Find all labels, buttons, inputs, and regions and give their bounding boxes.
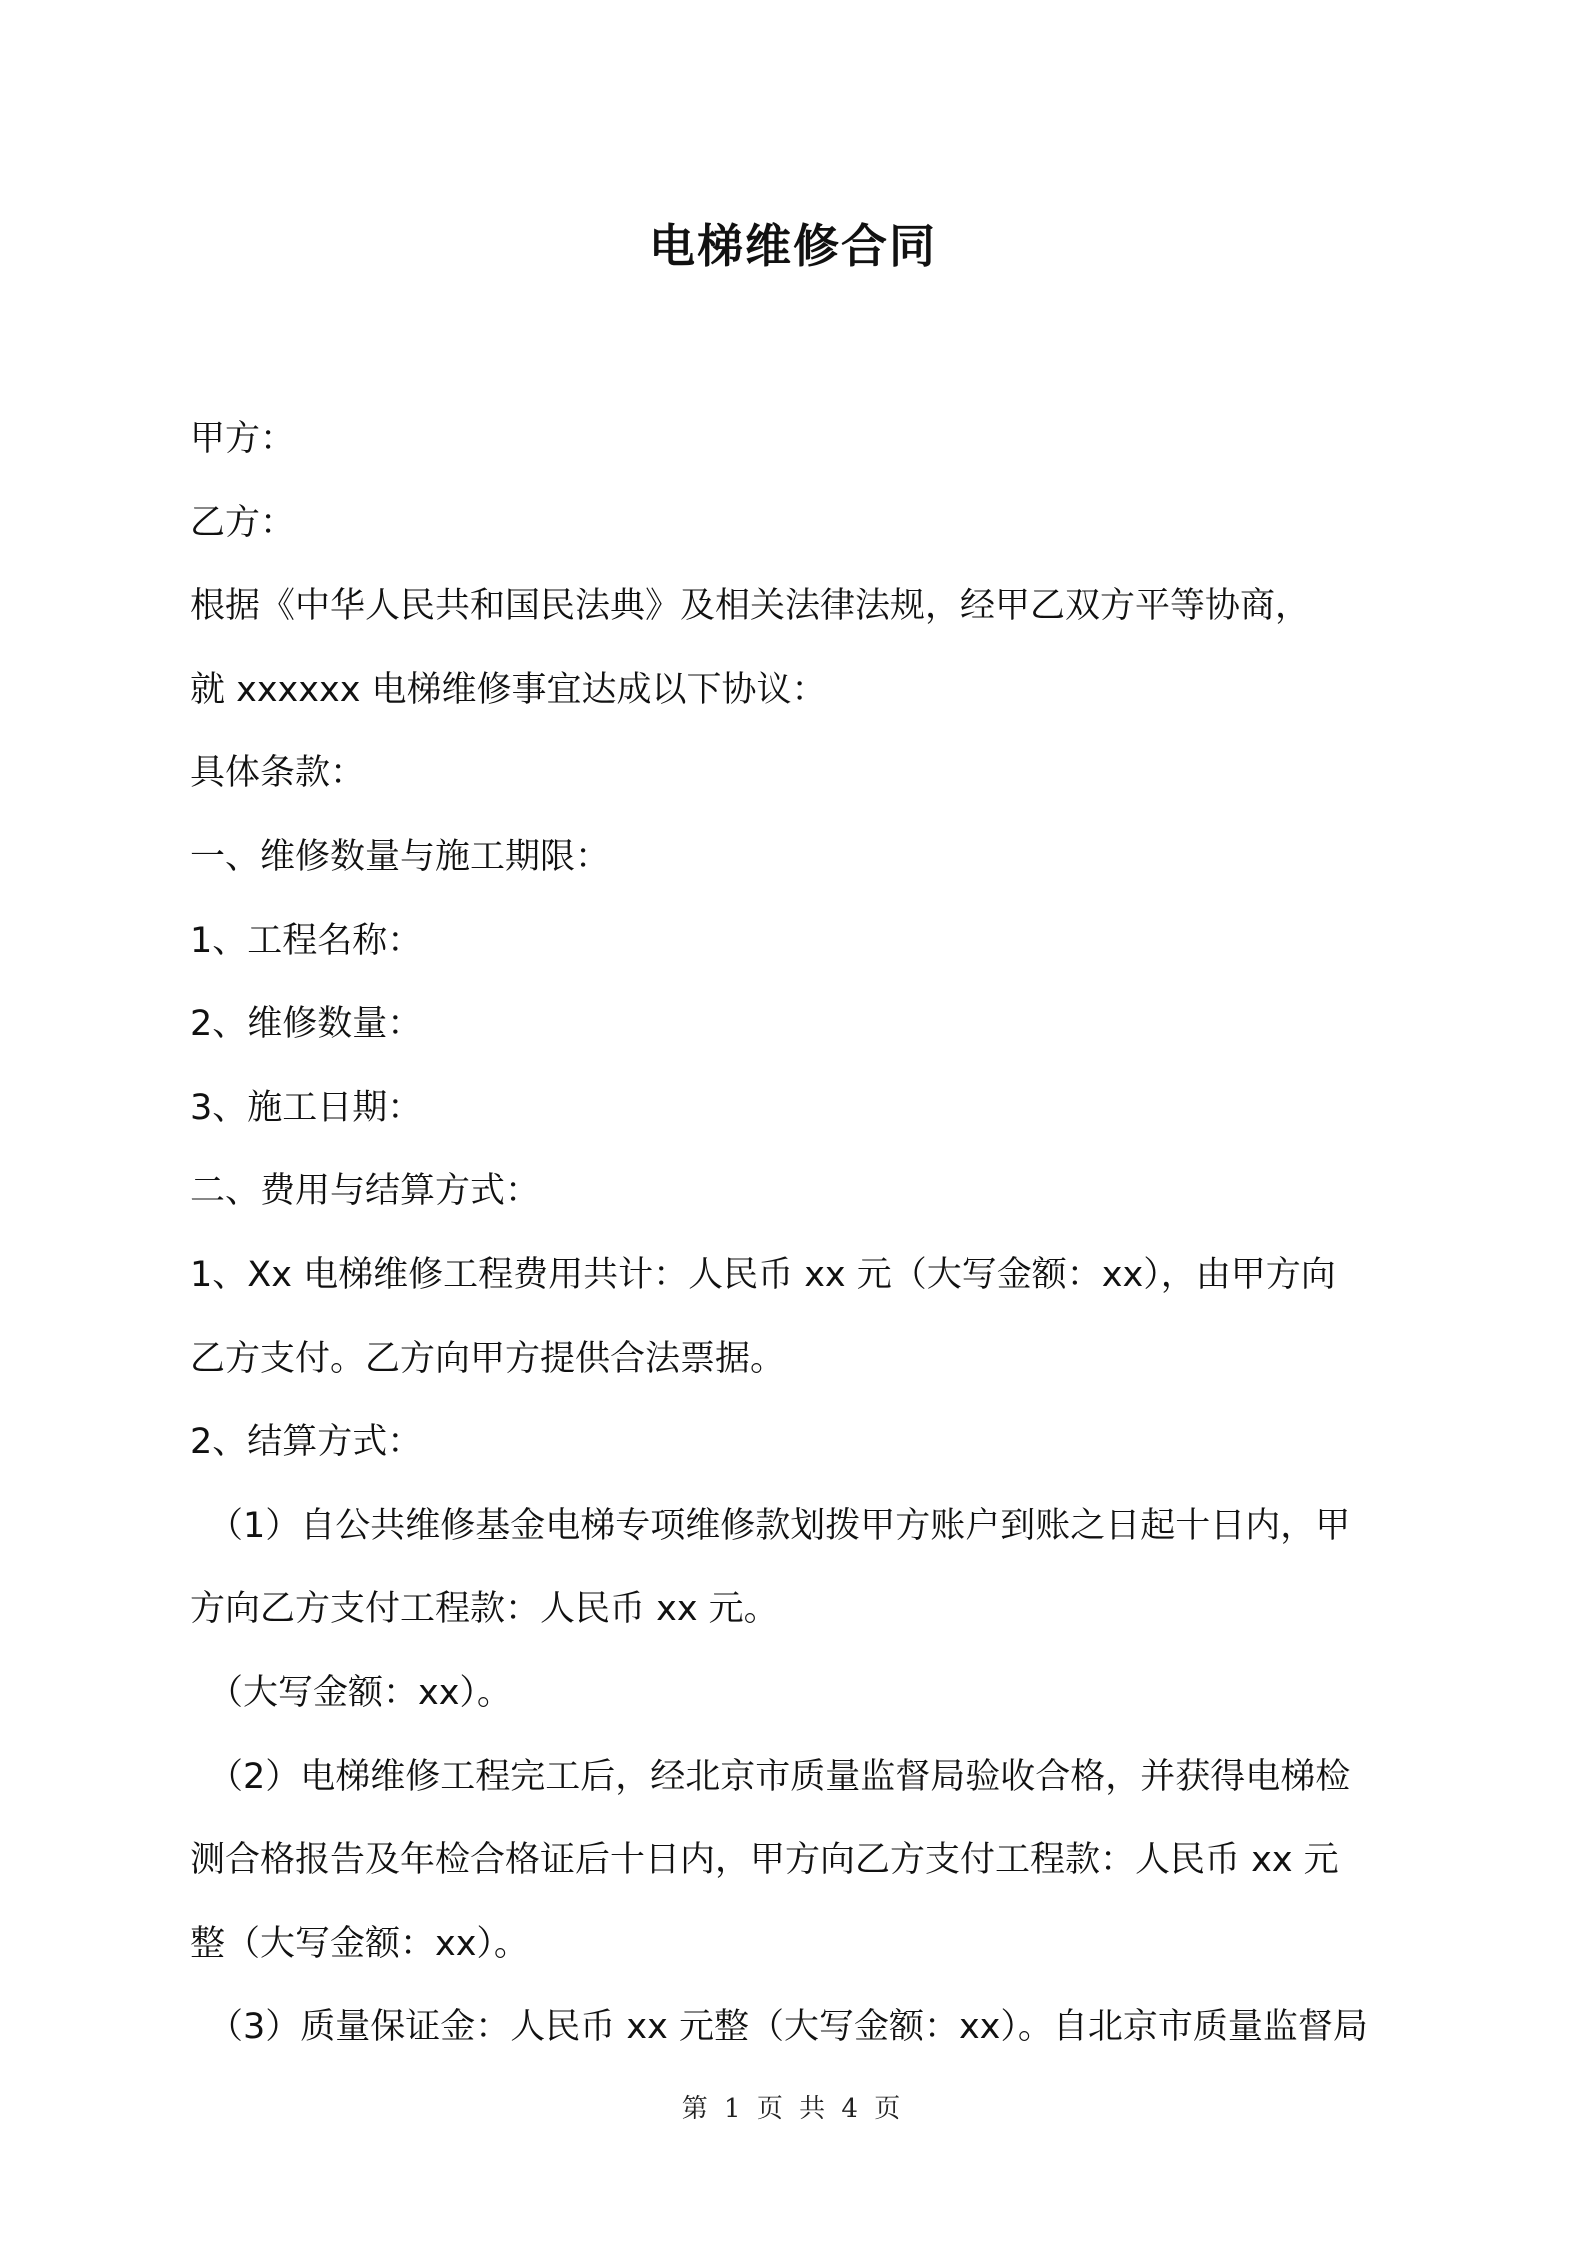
page-footer: 第 1 页 共 4 页 xyxy=(681,2094,905,2124)
subclause-1-line-3: （大写金额：xx）。 xyxy=(208,1672,512,1713)
document-title: 电梯维修合同 xyxy=(649,219,937,273)
subclause-2-line-1: （2）电梯维修工程完工后，经北京市质量监督局验收合格，并获得电梯检 xyxy=(208,1756,1351,1797)
clause-2-1-line-1: 1、Xx 电梯维修工程费用共计：人民币 xx 元（大写金额：xx），由甲方向 xyxy=(190,1254,1336,1295)
terms-heading: 具体条款： xyxy=(190,753,366,794)
clause-2-1-line-2: 乙方支付。乙方向甲方提供合法票据。 xyxy=(190,1338,786,1379)
preamble-line-1: 根据《中华人民共和国民法典》及相关法律法规，经甲乙双方平等协商， xyxy=(190,586,1311,627)
section-2-heading: 二、费用与结算方式： xyxy=(190,1171,541,1212)
preamble-line-2: 就 xxxxxx 电梯维修事宜达成以下协议： xyxy=(190,669,827,710)
subclause-2-line-3: 整（大写金额：xx）。 xyxy=(190,1923,529,1964)
clause-2-2: 2、结算方式： xyxy=(190,1422,423,1463)
document-body xyxy=(190,398,1410,2070)
clause-1-1: 1、工程名称： xyxy=(190,920,423,961)
subclause-2-line-2: 测合格报告及年检合格证后十日内，甲方向乙方支付工程款：人民币 xx 元 xyxy=(190,1840,1339,1881)
section-1-heading: 一、维修数量与施工期限： xyxy=(190,836,611,877)
party-b-line: 乙方： xyxy=(190,502,296,543)
subclause-1-line-2: 方向乙方支付工程款：人民币 xx 元。 xyxy=(190,1589,779,1630)
clause-1-3: 3、施工日期： xyxy=(190,1087,423,1128)
subclause-3-line-1: （3）质量保证金：人民币 xx 元整（大写金额：xx）。自北京市质量监督局 xyxy=(208,2007,1368,2048)
party-a-line: 甲方： xyxy=(190,419,296,459)
subclause-1-line-1: （1）自公共维修基金电梯专项维修款划拨甲方账户到账之日起十日内，甲 xyxy=(208,1505,1351,1546)
clause-1-2: 2、维修数量： xyxy=(190,1004,423,1045)
